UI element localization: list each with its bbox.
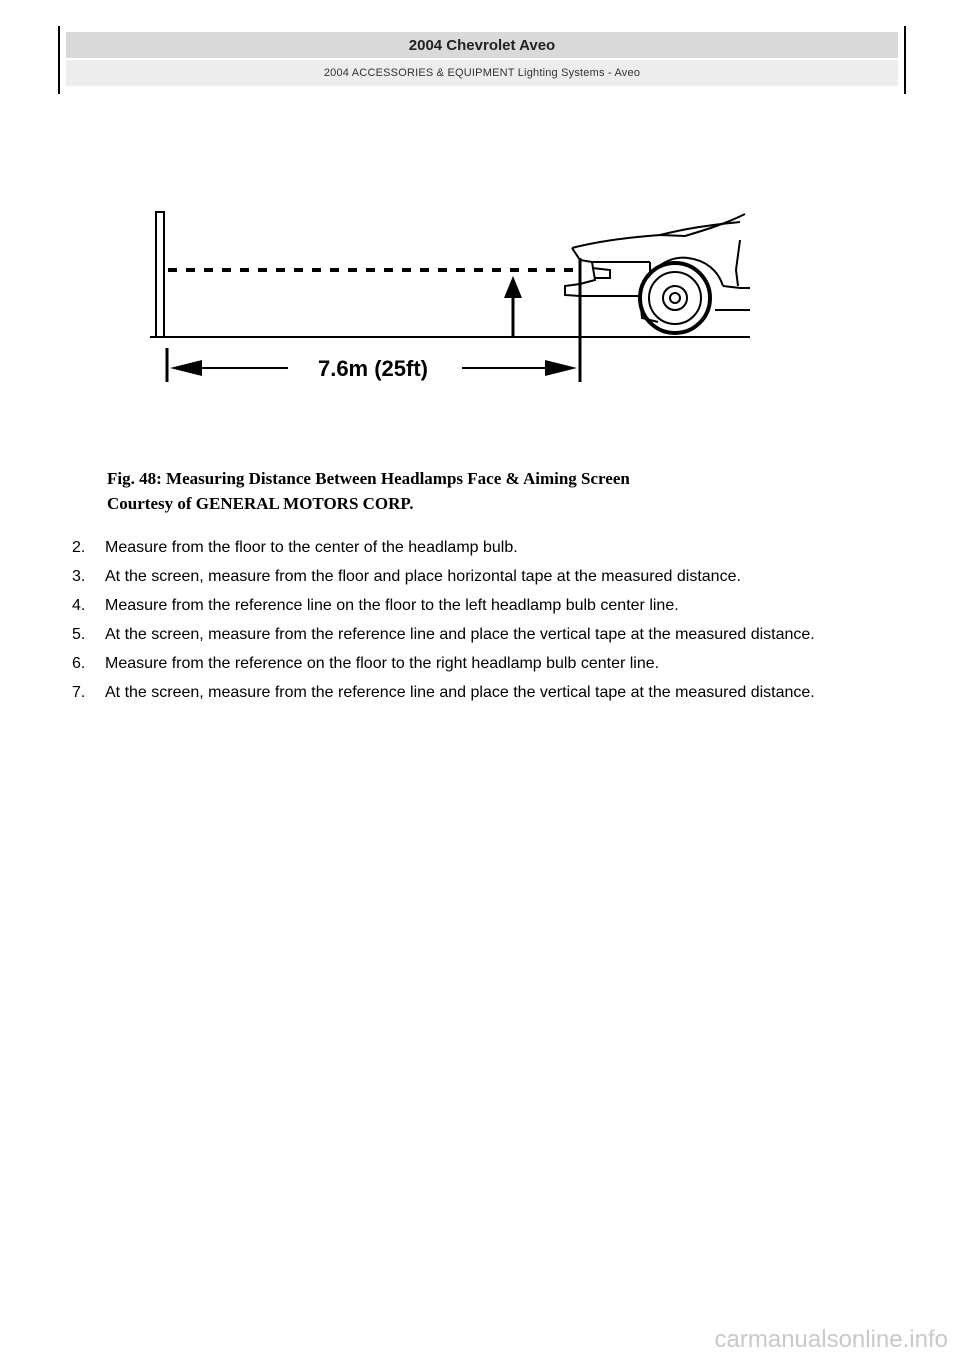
step-number: 6.	[72, 655, 86, 672]
figure-caption-title: Fig. 48: Measuring Distance Between Headlamps Face & Aiming Screen	[107, 469, 630, 488]
document-subtitle: 2004 ACCESSORIES & EQUIPMENT Lighting Systems - Aveo	[66, 60, 898, 86]
step-text: Measure from the floor to the center of the headlamp bulb.	[105, 539, 518, 556]
step-text: At the screen, measure from the reference line and place the vertical tape at the measured distance.	[105, 684, 815, 701]
page-header	[58, 26, 906, 94]
figure-caption-credit: Courtesy of GENERAL MOTORS CORP.	[107, 494, 414, 513]
list-item	[72, 624, 872, 646]
header-left-rule	[58, 26, 60, 94]
step-number: 7.	[72, 684, 86, 701]
figure-headlamp-distance	[140, 200, 760, 395]
figure-drawing	[140, 200, 760, 395]
list-item	[72, 595, 872, 617]
document-title: 2004 Chevrolet Aveo	[66, 32, 898, 58]
step-number: 3.	[72, 568, 86, 585]
height-arrow-head	[504, 276, 522, 298]
figure-caption	[107, 466, 867, 516]
dimension-right-arrow	[545, 360, 577, 376]
list-item	[72, 566, 872, 588]
dimension-label: 7.6m (25ft)	[317, 356, 429, 381]
step-text: At the screen, measure from the floor and place horizontal tape at the measured distance.	[105, 568, 741, 585]
list-item	[72, 653, 872, 675]
step-text: At the screen, measure from the reference line and place the vertical tape at the measured distance.	[105, 626, 815, 643]
dimension-left-arrow	[170, 360, 202, 376]
aiming-screen	[156, 212, 164, 337]
header-right-rule	[904, 26, 906, 94]
list-item	[72, 682, 872, 704]
step-text: Measure from the reference on the floor to the right headlamp bulb center line.	[105, 655, 660, 672]
watermark: carmanualsonline.info	[714, 1326, 948, 1353]
step-number: 2.	[72, 539, 86, 556]
step-text: Measure from the reference line on the floor to the left headlamp bulb center line.	[105, 597, 679, 614]
procedure-steps	[72, 537, 872, 711]
list-item	[72, 537, 872, 559]
step-number: 4.	[72, 597, 86, 614]
step-number: 5.	[72, 626, 86, 643]
car-wheel	[640, 263, 710, 333]
